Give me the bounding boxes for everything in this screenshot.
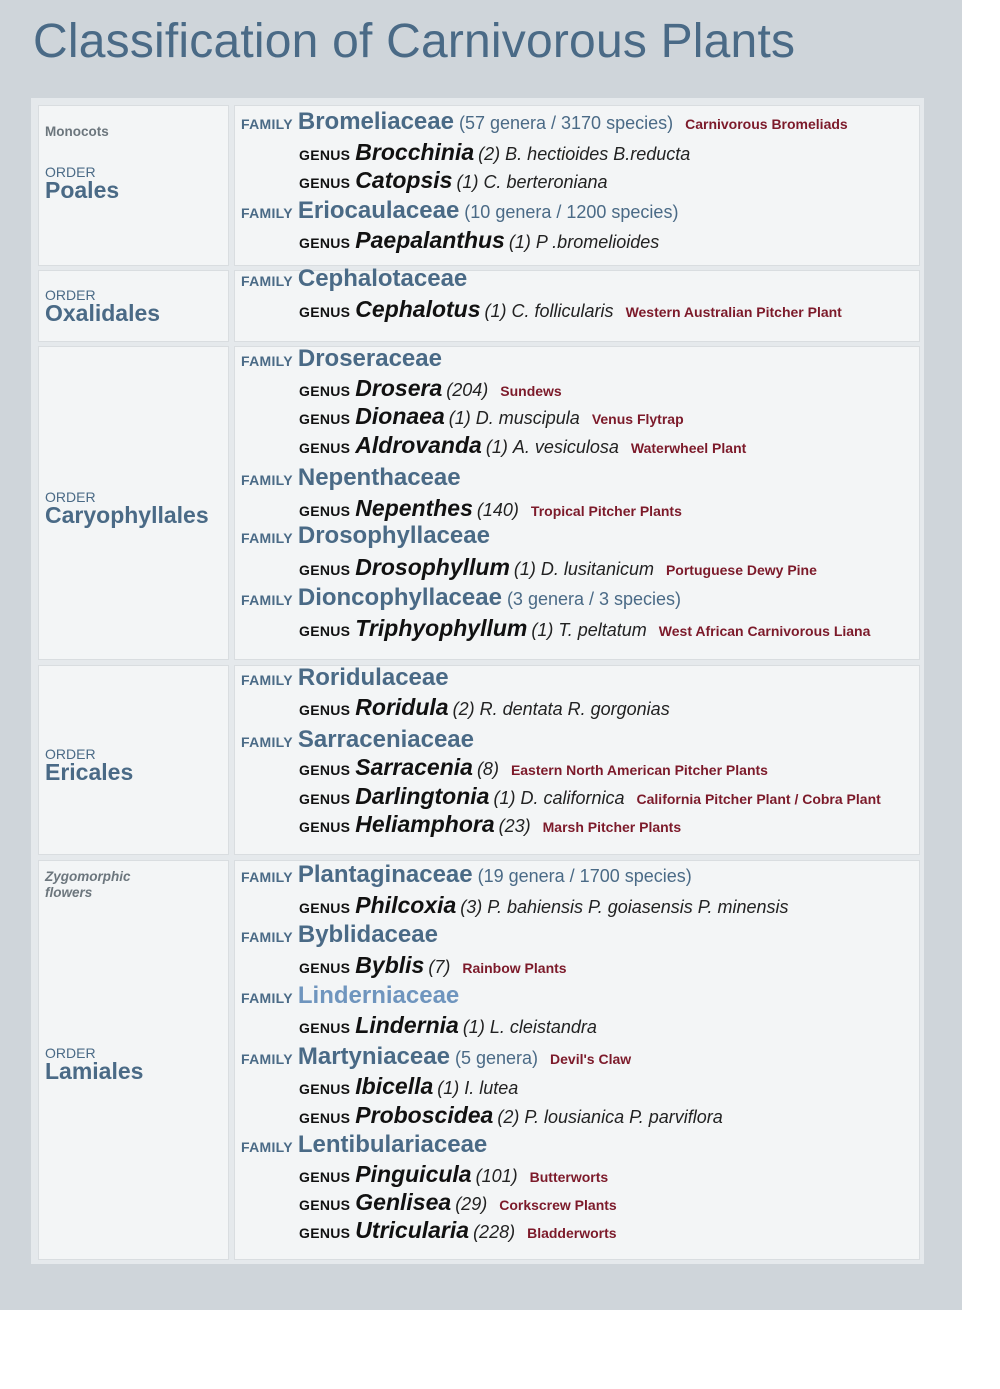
common-name: Carnivorous Bromeliads [685, 116, 848, 132]
family-name: Byblidaceae [297, 921, 438, 948]
species-names: L. cleistandra [489, 1017, 597, 1037]
family-label: FAMILY [241, 353, 293, 369]
order-cell [38, 665, 229, 855]
family-name: Lentibulariaceae [297, 1131, 488, 1158]
taxon-count: (204) [446, 380, 489, 400]
taxon-count: (57 genera / 3170 species) [458, 113, 674, 133]
family-row [241, 664, 449, 692]
family-label: FAMILY [241, 530, 293, 546]
family-label: FAMILY [241, 116, 293, 132]
family-label: FAMILY [241, 1139, 293, 1155]
common-name: Portuguese Dewy Pine [665, 562, 817, 578]
genus-row [299, 782, 881, 810]
family-name: Martyniaceae [297, 1043, 450, 1070]
genus-label: GENUS [299, 1110, 351, 1126]
taxon-count: (23) [498, 816, 531, 836]
genus-name: Brocchinia [355, 139, 475, 165]
genus-label: GENUS [299, 791, 351, 807]
order-note: Zygomorphic flowers [45, 869, 131, 900]
taxon-count: (2) [452, 699, 475, 719]
taxon-count: (1) [448, 408, 471, 428]
family-label: FAMILY [241, 734, 293, 750]
order-label: ORDER [45, 164, 96, 180]
genus-name: Darlingtonia [355, 783, 490, 809]
genus-label: GENUS [299, 762, 351, 778]
genus-row [299, 1072, 518, 1100]
common-name: Eastern North American Pitcher Plants [510, 762, 768, 778]
family-name: Bromeliaceae [297, 108, 454, 135]
family-row [241, 584, 681, 612]
common-name: Rainbow Plants [462, 960, 567, 976]
genus-name: Catopsis [355, 167, 453, 193]
family-label: FAMILY [241, 990, 293, 1006]
genus-row [299, 226, 659, 254]
classification-table [31, 98, 924, 1264]
common-name: Western Australian Pitcher Plant [625, 304, 842, 320]
order-note: Monocots [45, 124, 109, 139]
genus-label: GENUS [299, 1169, 351, 1185]
genus-name: Genlisea [355, 1189, 452, 1215]
common-name: Devil's Claw [550, 1051, 632, 1067]
genus-name: Triphyophyllum [355, 615, 528, 641]
genus-name: Proboscidea [355, 1102, 494, 1128]
genus-row [299, 1188, 617, 1216]
taxon-count: (10 genera / 1200 species) [464, 202, 679, 222]
taxon-count: (1) [508, 232, 531, 252]
genus-label: GENUS [299, 562, 351, 578]
taxon-count: (228) [473, 1222, 516, 1242]
taxon-count: (1) [484, 301, 507, 321]
genus-label: GENUS [299, 1197, 351, 1213]
genus-row [299, 402, 684, 430]
genus-row [299, 1160, 608, 1188]
family-row [241, 982, 459, 1010]
order-cell [38, 105, 229, 266]
taxon-count: (1) [531, 620, 554, 640]
family-row [241, 108, 848, 136]
genus-row [299, 295, 842, 323]
family-row [241, 522, 490, 550]
genus-label: GENUS [299, 623, 351, 639]
taxon-cell [234, 860, 920, 1260]
genus-row [299, 693, 670, 721]
genus-name: Lindernia [355, 1012, 459, 1038]
genus-label: GENUS [299, 1081, 351, 1097]
taxon-count: (1) [437, 1078, 460, 1098]
common-name: California Pitcher Plant / Cobra Plant [636, 791, 881, 807]
family-row [241, 861, 692, 889]
genus-name: Nepenthes [355, 495, 473, 521]
genus-row [299, 166, 608, 194]
genus-name: Utricularia [355, 1217, 470, 1243]
genus-label: GENUS [299, 235, 351, 251]
taxon-count: (5 genera) [454, 1048, 539, 1068]
taxon-count: (1) [462, 1017, 485, 1037]
order-cell [38, 860, 229, 1260]
species-names: A. vesiculosa [512, 437, 619, 457]
genus-name: Drosophyllum [355, 554, 510, 580]
genus-label: GENUS [299, 383, 351, 399]
genus-row [299, 553, 817, 581]
genus-label: GENUS [299, 147, 351, 163]
genus-name: Drosera [355, 375, 443, 401]
taxon-count: (3 genera / 3 species) [506, 589, 682, 609]
genus-label: GENUS [299, 175, 351, 191]
family-row [241, 464, 461, 492]
genus-name: Pinguicula [355, 1161, 472, 1187]
taxon-count: (1) [456, 172, 479, 192]
family-name: Roridulaceae [297, 664, 449, 691]
genus-row [299, 138, 690, 166]
order-label: ORDER [45, 489, 96, 505]
genus-label: GENUS [299, 900, 351, 916]
taxon-cell [234, 265, 920, 342]
family-label: FAMILY [241, 205, 293, 221]
common-name: Waterwheel Plant [630, 440, 747, 456]
taxon-count: (8) [476, 759, 499, 779]
genus-name: Roridula [355, 694, 449, 720]
family-label: FAMILY [241, 869, 293, 885]
genus-label: GENUS [299, 503, 351, 519]
taxon-cell [234, 346, 920, 660]
genus-row [299, 1101, 723, 1129]
genus-row [299, 951, 567, 979]
common-name: West African Carnivorous Liana [658, 623, 871, 639]
taxon-count: (2) [478, 144, 501, 164]
genus-label: GENUS [299, 702, 351, 718]
order-label: ORDER [45, 1045, 96, 1061]
order-cell [38, 270, 229, 342]
taxon-count: (1) [493, 788, 516, 808]
taxon-count: (19 genera / 1700 species) [477, 866, 692, 886]
family-name: Sarraceniaceae [297, 726, 475, 753]
genus-row [299, 494, 682, 522]
family-label: FAMILY [241, 929, 293, 945]
family-label: FAMILY [241, 672, 293, 688]
species-names: R. dentata R. gorgonias [479, 699, 670, 719]
taxon-count: (2) [497, 1107, 520, 1127]
species-names: D. muscipula [475, 408, 580, 428]
order-label: ORDER [45, 287, 96, 303]
order-name: Poales [45, 177, 120, 203]
family-row [241, 1131, 487, 1159]
species-names: P .bromelioides [535, 232, 660, 252]
genus-row [299, 374, 562, 402]
family-row [241, 1043, 631, 1071]
genus-row [299, 891, 788, 919]
species-names: D. californica [520, 788, 625, 808]
genus-label: GENUS [299, 1020, 351, 1036]
genus-label: GENUS [299, 1225, 351, 1241]
order-name: Ericales [45, 759, 134, 785]
order-name: Lamiales [45, 1058, 144, 1084]
family-row [241, 345, 442, 373]
family-row [241, 726, 474, 754]
family-name: Plantaginaceae [297, 861, 473, 888]
species-names: C. berteroniana [483, 172, 608, 192]
species-names: B. hectioides B.reducta [505, 144, 691, 164]
page-title: Classification of Carnivorous Plants [33, 15, 796, 68]
genus-row [299, 1011, 597, 1039]
taxon-count: (29) [455, 1194, 488, 1214]
family-name: Eriocaulaceae [297, 197, 460, 224]
family-label: FAMILY [241, 472, 293, 488]
family-row [241, 265, 467, 293]
common-name: Corkscrew Plants [499, 1197, 617, 1213]
taxon-cell [234, 665, 920, 855]
species-names: P. bahiensis P. goiasensis P. minensis [487, 897, 789, 917]
family-label: FAMILY [241, 1051, 293, 1067]
genus-row [299, 614, 870, 642]
genus-name: Heliamphora [355, 811, 495, 837]
family-row [241, 197, 678, 225]
genus-name: Byblis [355, 952, 425, 978]
common-name: Tropical Pitcher Plants [530, 503, 682, 519]
genus-name: Aldrovanda [355, 432, 482, 458]
genus-name: Dionaea [355, 403, 445, 429]
taxon-count: (7) [428, 957, 451, 977]
taxon-count: (3) [460, 897, 483, 917]
taxon-cell [234, 105, 920, 266]
genus-label: GENUS [299, 960, 351, 976]
genus-label: GENUS [299, 819, 351, 835]
genus-row [299, 810, 681, 838]
taxon-count: (1) [485, 437, 508, 457]
genus-name: Philcoxia [355, 892, 457, 918]
order-name: Caryophyllales [45, 502, 209, 528]
common-name: Bladderworts [527, 1225, 617, 1241]
genus-label: GENUS [299, 304, 351, 320]
species-names: I. lutea [464, 1078, 519, 1098]
family-name: Droseraceae [297, 345, 442, 372]
species-names: C. follicularis [511, 301, 614, 321]
family-label: FAMILY [241, 592, 293, 608]
family-name: Dioncophyllaceae [297, 584, 502, 611]
species-names: P. lousianica P. parviflora [524, 1107, 723, 1127]
genus-name: Cephalotus [355, 296, 481, 322]
family-name: Nepenthaceae [297, 464, 461, 491]
genus-name: Ibicella [355, 1073, 434, 1099]
genus-name: Sarracenia [355, 754, 473, 780]
genus-name: Paepalanthus [355, 227, 505, 253]
family-name: Cephalotaceae [297, 265, 468, 292]
taxon-count: (140) [476, 500, 519, 520]
family-name: Drosophyllaceae [297, 522, 490, 549]
genus-row [299, 431, 746, 459]
family-name: Linderniaceae [297, 982, 460, 1009]
genus-label: GENUS [299, 411, 351, 427]
order-cell [38, 346, 229, 660]
species-names: T. peltatum [558, 620, 647, 640]
genus-label: GENUS [299, 440, 351, 456]
common-name: Venus Flytrap [591, 411, 684, 427]
common-name: Marsh Pitcher Plants [542, 819, 682, 835]
family-label: FAMILY [241, 273, 293, 289]
genus-row [299, 753, 768, 781]
family-row [241, 921, 438, 949]
species-names: D. lusitanicum [540, 559, 654, 579]
taxon-count: (1) [513, 559, 536, 579]
genus-row [299, 1216, 617, 1244]
common-name: Butterworts [529, 1169, 609, 1185]
order-name: Oxalidales [45, 300, 161, 326]
taxon-count: (101) [475, 1166, 518, 1186]
order-label: ORDER [45, 746, 96, 762]
common-name: Sundews [500, 383, 562, 399]
